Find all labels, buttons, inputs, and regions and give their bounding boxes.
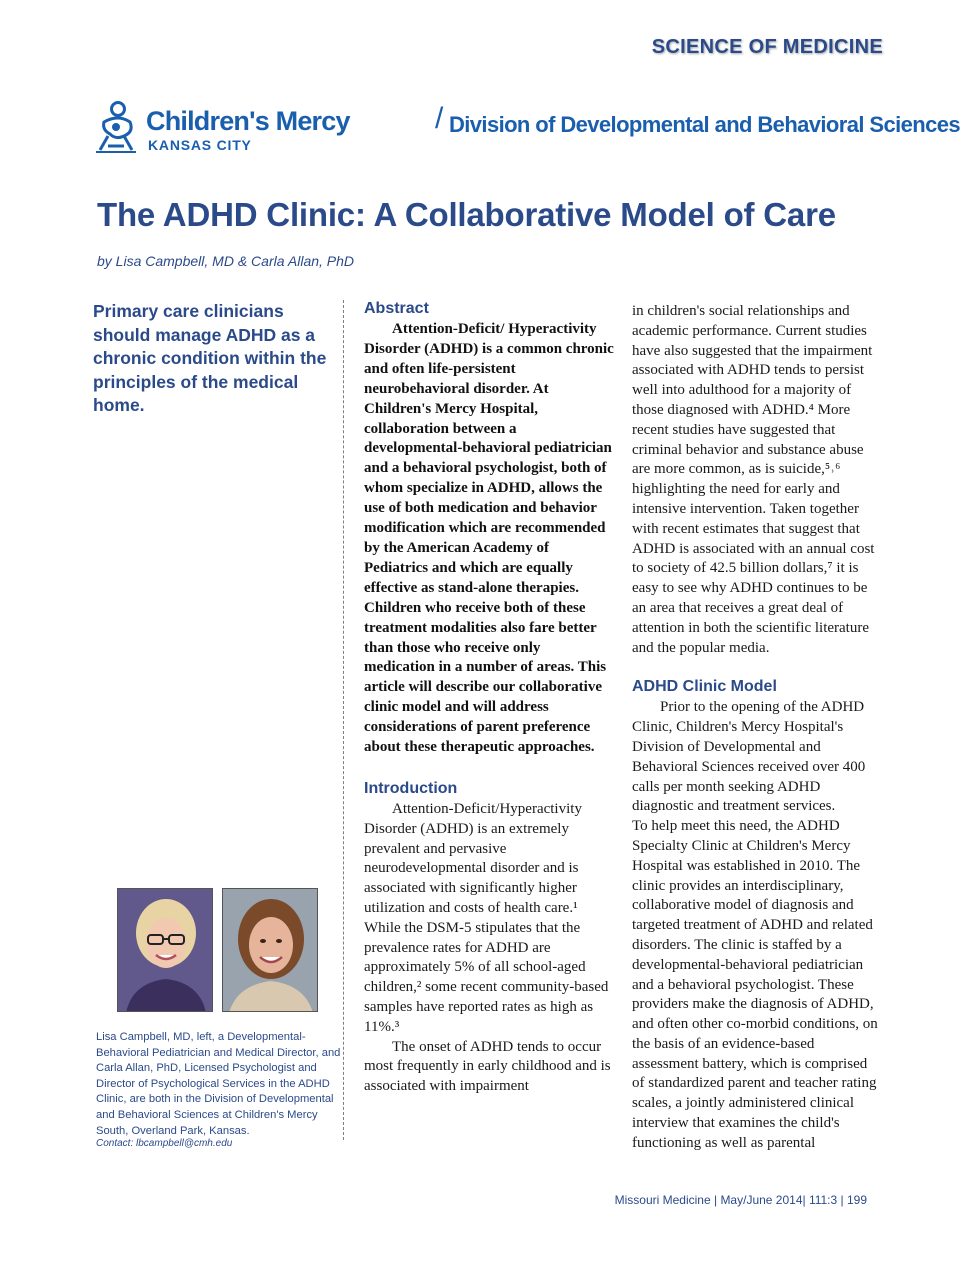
- clinic-model-paragraph-1: Prior to the opening of the ADHD Clinic, Children's Mercy Hospital's Division of Developmental and Behavioral Sciences received over 400 calls per month seeking ADHD diagnostic and treatment services.: [632, 699, 866, 815]
- portrait-allan-image: [223, 889, 318, 1012]
- logo-name: Children's Mercy: [146, 106, 350, 136]
- abstract-text: Attention-Deficit/ Hyperactivity Disorder (ADHD) is a common chronic and often life-persistent neurobehavioral disorder. At Children's Mercy Hospital, collaboration between a developmental-behavioral pediatrician and a behavioral psychologist, both of whom specialize in ADHD, allows the use of both medication and behavior modification which are recommended by the American Academy of Pediatrics and which are equally effective as stand-alone therapies. Children who receive both of these treatment modalities also fare better than those who receive only medication in a number of areas. This article will describe our collaborative clinic model and will address considerations of parent preference about these therapeutic approaches.: [364, 321, 614, 756]
- portrait-campbell-image: [118, 889, 213, 1012]
- pull-quote: Primary care clinicians should manage ADHD as a chronic condition within the principles of the medical home.: [93, 301, 327, 415]
- childrens-mercy-logo-icon: [94, 100, 138, 154]
- introduction-continued: [632, 302, 882, 658]
- childrens-mercy-logo: [94, 100, 960, 160]
- introduction-paragraph-2: The onset of ADHD tends to occur most frequently in early childhood and is associated with impairment: [364, 1038, 611, 1095]
- author-caption: Lisa Campbell, MD, left, a Developmental-Behavioral Pediatrician and Medical Director, and Carla Allan, PhD, Licensed Psychologist and Director of Psychological Services in the ADHD Clinic, are both in the Division of Developmental and Behavioral Sciences at Children's Mercy South, Overland Park, Kansas.: [96, 1031, 341, 1137]
- contact-email[interactable]: Contact: lbcampbell@cmh.edu: [96, 1138, 233, 1149]
- column-right: [632, 302, 882, 1154]
- introduction-section: [364, 778, 614, 1097]
- clinic-model-paragraph-2: To help meet this need, the ADHD Specialty Clinic at Children's Mercy Hospital was established in 2010. The clinic provides an interdisciplinary, collaborative model of diagnosis and targeted treatment of ADHD and related disorders. The clinic is staffed by a developmental-behavioral pediatrician and a behavioral psychologist. These providers make the diagnosis of ADHD, and often other co-morbid conditions, on the basis of an evidence-based assessment battery, which is comprised of standardized parent and teacher rating scales, a jointly administered clinical interview that examines the child's functioning as well as parental: [632, 818, 878, 1151]
- introduction-heading: Introduction: [364, 779, 458, 797]
- logo-slash: /: [435, 102, 444, 135]
- section-tag: SCIENCE OF MEDICINE: [651, 36, 883, 58]
- column-divider: [343, 300, 344, 1140]
- introduction-paragraph-2-continued: in children's social relationships and academic performance. Current studies have also suggested that the impairment associated with ADHD tends to persist well into adulthood for a majority of those diagnosed with ADHD.⁴ More recent studies have suggested that criminal behavior and substance abuse are more common, as is suicide,⁵˒⁶ highlighting the need for early and intensive intervention. Taken together with recent estimates that suggest that ADHD is associated with an annual cost to society of 42.5 billion dollars,⁷ it is easy to see why ADHD continues to be an area that receives a great deal of attention in both the scientific literature and the popular media.: [632, 303, 875, 656]
- logo-city: KANSAS CITY: [148, 137, 252, 153]
- column-middle: [364, 298, 614, 1097]
- abstract-heading: Abstract: [364, 300, 429, 317]
- clinic-model-heading: ADHD Clinic Model: [632, 678, 777, 696]
- abstract-section: [364, 298, 614, 758]
- introduction-paragraph-1: Attention-Deficit/Hyperactivity Disorder (ADHD) is an extremely prevalent and pervasive neurodevelopmental disorder and is associated with significantly higher utilization and costs of health care.¹ While the DSM-5 stipulates that the prevalence rates for ADHD are approximately 5% of all school-aged children,² some recent community-based samples have reported rates as high as 11%.³: [364, 800, 609, 1035]
- clinic-model-section: [632, 676, 882, 1153]
- author-photo-campbell: [117, 888, 213, 1012]
- byline: by Lisa Campbell, MD & Carla Allan, PhD: [97, 253, 355, 269]
- article-title: The ADHD Clinic: A Collaborative Model of Care: [97, 196, 836, 233]
- division-name: Division of Developmental and Behavioral Sciences: [449, 112, 960, 137]
- author-photo-allan: [222, 888, 318, 1012]
- page-footer: Missouri Medicine | May/June 2014| 111:3 | 199: [614, 1193, 867, 1207]
